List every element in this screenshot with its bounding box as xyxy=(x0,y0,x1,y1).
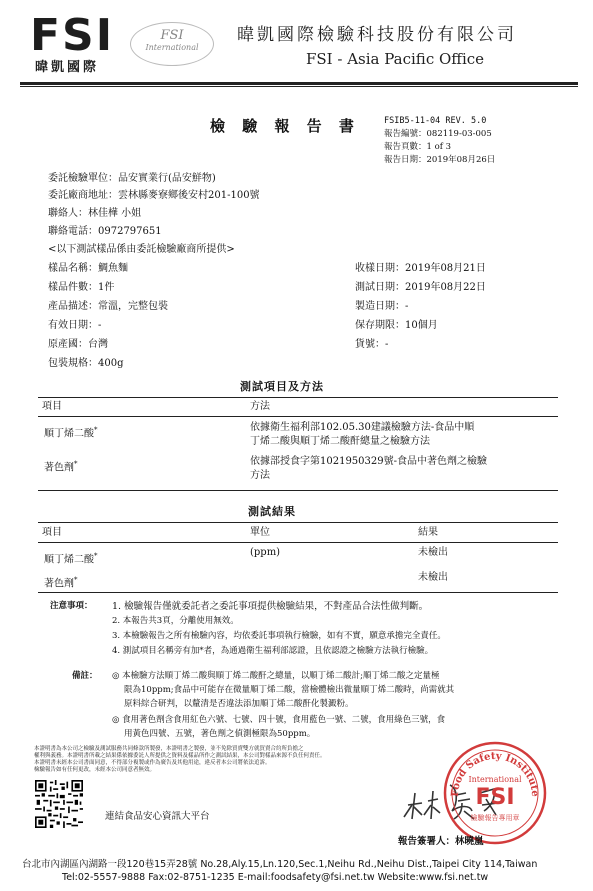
client-phone: 聯絡電話：0972797651 xyxy=(48,226,162,237)
intl-logo-line2: International xyxy=(145,43,199,52)
result-row-value: 未檢出 xyxy=(418,572,448,583)
sample-origin: 原產國：台灣 xyxy=(48,339,108,350)
client-contact: 聯絡人：林佳樺 小姐 xyxy=(48,208,142,219)
remarks-label: 備註： xyxy=(72,671,98,681)
sample-package: 包裝規格：400g xyxy=(48,358,124,369)
results-col-result: 結果 xyxy=(418,527,438,538)
remarks-list: ◎ 本檢驗方法順丁烯二酸與順丁烯二酸酐之總量，以順丁烯二酸計;順丁烯二酸之定量極 限為10ppm;食品中可能存在微量順丁烯二酸，當檢體檢出微量順丁烯二酸時，尚需就其 原料綜合研判，以釐清是否違法添加順丁烯二酸酐化製澱粉。 ◎ 食用著色劑含食用紅色六號、七號、四十號，食用藍色一號、二號，食用綠色三號，食 用黃色四號、五號，著色劑之偵測極限為50ppm。 xyxy=(112,671,455,739)
method-row-item: 順丁烯二酸* xyxy=(44,426,98,440)
client-address: 委託廠商地址：雲林縣麥寮鄉後安村201-100號 xyxy=(48,190,260,201)
legal-fineprint: 本證明書為本公司之檢驗及測試服務共同條款所製發，本證明書之製發，並不免除買賣雙方就買賣合約所負擔之 權利與義務。本證明書所載之結果係依據委託人所提供之資料及樣品所作之測試結果，本公司對樣品來源不負任何責任。 本證明書未經本公司書面同意，不得部分複製或作為廣告及其他用途，違反者本公司將依法追訴。 檢驗報告如有任何更改，未經本公司同意者無效。 xyxy=(34,746,326,773)
seal-center-text: FSI xyxy=(475,785,515,810)
header-divider xyxy=(20,82,578,85)
note-item: 4. 測試項目名稱旁有加*者，為通過衛生福利部認證，且依認證之檢驗方法執行檢驗。 xyxy=(112,646,434,656)
methods-col-method: 方法 xyxy=(250,401,270,412)
method-row-text: 依據衛生福利部102.05.30建議檢驗方法-食品中順 丁烯二酸與順丁烯二酸酐總量之檢驗方法 xyxy=(250,422,475,447)
report-title: 檢 驗 報 告 書 xyxy=(210,117,360,135)
note-item: 3. 本檢驗報告之所有檢驗內容，均依委託事項執行檢驗，如有不實，願意承擔完全責任。 xyxy=(112,631,446,641)
report-pages: 報告頁數：1 of 3 xyxy=(384,142,451,152)
result-row-item: 順丁烯二酸* xyxy=(44,552,98,566)
methods-bottom-rule xyxy=(38,490,558,491)
company-name-en: FSI - Asia Pacific Office xyxy=(306,50,485,68)
report-signer: 報告簽署人：林曉嵐 xyxy=(398,836,484,847)
client-unit: 委託檢驗單位：品安實業行(品安鮮物) xyxy=(48,173,216,184)
methods-top-rule xyxy=(38,397,558,398)
fsi-international-logo xyxy=(130,22,214,66)
results-bottom-rule xyxy=(38,592,558,593)
results-top-rule xyxy=(38,522,558,523)
sample-expiry: 有效日期：- xyxy=(48,320,102,331)
results-header-rule xyxy=(38,542,558,543)
results-col-unit: 單位 xyxy=(250,527,270,538)
result-row-unit: (ppm) xyxy=(250,547,281,558)
fsi-logo: FSI xyxy=(30,10,115,61)
note-item: 2. 本報告共3頁，分離使用無效。 xyxy=(112,616,239,626)
header-divider-thin xyxy=(20,86,578,87)
sample-name: 樣品名稱：鯛魚麵 xyxy=(48,263,128,274)
sample-provided-note: <以下測試樣品係由委託檢驗廠商所提供> xyxy=(48,244,235,255)
result-row-item: 著色劑* xyxy=(44,576,78,590)
methods-col-item: 項目 xyxy=(42,401,62,412)
methods-section-title: 測試項目及方法 xyxy=(240,380,324,393)
company-name-zh: 暐凱國際檢驗科技股份有限公司 xyxy=(237,25,517,45)
report-date: 報告日期：2019年08月26日 xyxy=(384,155,496,165)
seal-top-text: Food Safety Institute xyxy=(449,750,541,798)
footer-address: 台北市內湖區內湖路一段120巷15弄28號 No.28,Aly.15,Ln.120,Sec.1,Neihu Rd.,Neihu Dist.,Taipei City 114,Taiwan xyxy=(22,859,538,870)
method-row-text: 依據部授食字第1021950329號-食品中著色劑之檢驗 方法 xyxy=(250,456,488,481)
received-date: 收樣日期：2019年08月21日 xyxy=(355,263,486,274)
test-date: 測試日期：2019年08月22日 xyxy=(355,282,486,293)
notes-label: 注意事項： xyxy=(50,601,93,611)
certification-seal xyxy=(440,738,550,848)
manufacture-date: 製造日期：- xyxy=(355,301,409,312)
report-meta xyxy=(384,115,495,167)
intl-logo-line1: FSI xyxy=(160,28,184,43)
sample-count: 樣品件數：1件 xyxy=(48,282,115,293)
shelf-life: 保存期限：10個月 xyxy=(355,320,438,331)
notes-list xyxy=(112,599,446,659)
sample-description: 產品描述：常溫，完整包裝 xyxy=(48,301,168,312)
method-row-item: 著色劑* xyxy=(44,460,78,474)
qr-code[interactable] xyxy=(35,780,83,828)
report-number: 報告編號：082119-03-005 xyxy=(384,129,492,139)
fsi-logo-subtitle: 暐凱國際 xyxy=(35,60,100,75)
seal-bottom-text: 檢驗報告專用章 xyxy=(470,814,520,822)
lot-number: 貨號：- xyxy=(355,339,389,350)
footer-contact[interactable]: Tel:02-5557-9888 Fax:02-8751-1235 E-mail:foodsafety@fsi.net.tw Website:www.fsi.net.tw xyxy=(62,872,489,883)
results-section-title: 測試結果 xyxy=(248,505,296,518)
seal-mid-text: International xyxy=(468,775,522,784)
note-item: 1. 檢驗報告僅就委託者之委託事項提供檢驗結果，不對產品合法性做判斷。 xyxy=(112,601,429,612)
food-safety-platform-link[interactable]: 連結食品安心資訊大平台 xyxy=(105,811,210,822)
result-row-value: 未檢出 xyxy=(418,547,448,558)
methods-header-rule xyxy=(38,416,558,417)
results-col-item: 項目 xyxy=(42,527,62,538)
form-number: FSIB5-11-04 REV. 5.0 xyxy=(384,116,487,126)
